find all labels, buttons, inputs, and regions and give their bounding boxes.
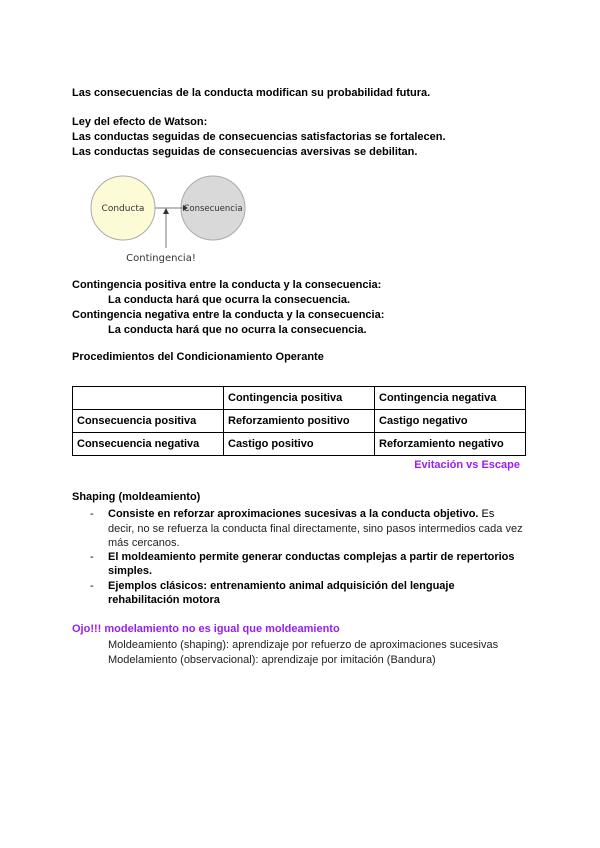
bullet: - [90, 508, 94, 520]
ojo-title: Ojo!!! modelamiento no es igual que moldeamiento [72, 623, 340, 635]
shaping-bullet-1-bold: Consiste en reforzar aproximaciones sucesivas a la conducta objetivo. [108, 508, 479, 520]
contingencia-negativa-title: Contingencia negativa entre la conducta y la consecuencia: [72, 309, 385, 321]
table-cell: Consecuencia negativa [73, 433, 224, 456]
contingencia-label: Contingencia! [126, 253, 196, 264]
shaping-bullet-2: El moldeamiento permite generar conductas complejas a partir de repertorios [108, 551, 515, 563]
shaping-bullet-1-line-2: decir, no se refuerza la conducta final directamente, sino pasos intermedios cada vez [108, 523, 523, 535]
bullet: - [90, 580, 94, 592]
contingencia-arrow-head [163, 208, 169, 214]
shaping-bullet-1-line-3: más cercanos. [108, 537, 180, 549]
shaping-bullet-3: Ejemplos clásicos: entrenamiento animal adquisición del lenguaje [108, 580, 455, 592]
table-cell: Reforzamiento negativo [375, 433, 526, 456]
table-cell: Contingencia positiva [224, 387, 375, 410]
contingencia-positiva-title: Contingencia positiva entre la conducta y la consecuencia: [72, 279, 382, 291]
table-cell: Castigo negativo [375, 410, 526, 433]
table-cell [73, 387, 224, 410]
evitacion-escape-link[interactable]: Evitación vs Escape [414, 459, 520, 471]
watson-line-1: Las conductas seguidas de consecuencias satisfactorias se fortalecen. [72, 131, 446, 143]
shaping-bullet-3-line-2: rehabilitación motora [108, 594, 220, 606]
table-row [73, 410, 526, 433]
procedimientos-title: Procedimientos del Condicionamiento Operante [72, 351, 324, 363]
table-cell: Consecuencia positiva [73, 410, 224, 433]
table-row [73, 387, 526, 410]
contingencia-positiva-text: La conducta hará que ocurra la consecuencia. [108, 294, 351, 306]
table-cell: Castigo positivo [224, 433, 375, 456]
contingencia-negativa-text: La conducta hará que no ocurra la consecuencia. [108, 324, 367, 336]
watson-line-2: Las conductas seguidas de consecuencias aversivas se debilitan. [72, 146, 418, 158]
conducta-label: Conducta [101, 204, 145, 214]
shaping-bullet-2-line-2: simples. [108, 565, 153, 577]
table-cell: Contingencia negativa [375, 387, 526, 410]
watson-title: Ley del efecto de Watson: [72, 116, 208, 128]
bullet: - [90, 551, 94, 563]
ojo-line-2: Modelamiento (observacional): aprendizaje por imitación (Bandura) [108, 654, 436, 666]
shaping-bullet-1-rest: Es [478, 508, 495, 520]
shaping-title: Shaping (moldeamiento) [72, 491, 201, 503]
ojo-line-1: Moldeamiento (shaping): aprendizaje por refuerzo de aproximaciones sucesivas [108, 639, 499, 651]
contingency-diagram [80, 170, 280, 270]
intro-text: Las consecuencias de la conducta modifican su probabilidad futura. [72, 87, 431, 99]
procedimientos-table [72, 386, 526, 456]
consecuencia-label: Consecuencia [183, 204, 243, 214]
table-row [73, 433, 526, 456]
table-cell: Reforzamiento positivo [224, 410, 375, 433]
